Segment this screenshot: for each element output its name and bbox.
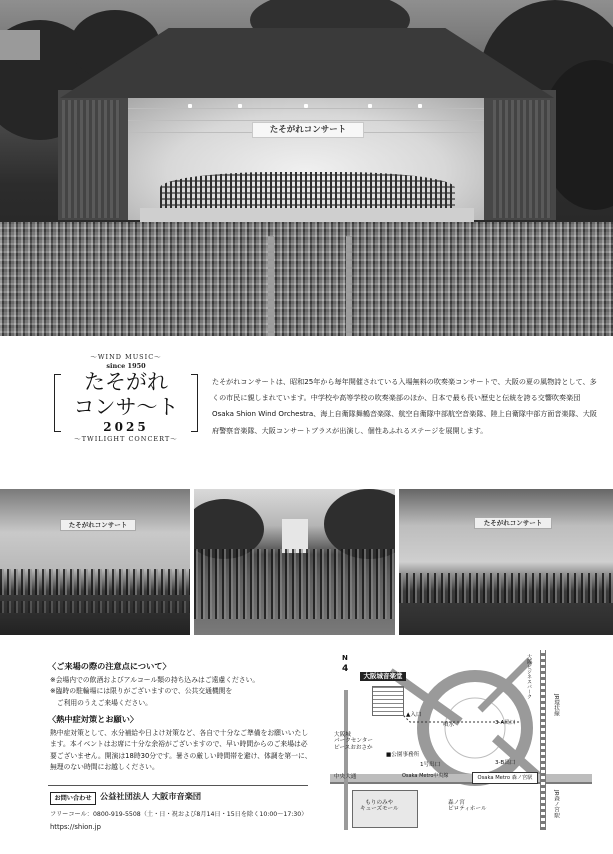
- metro-line: [330, 782, 592, 784]
- hero-photo: [0, 0, 613, 336]
- cues-mall-label: もりのみや キューズモール: [360, 800, 399, 813]
- divider: [48, 785, 308, 786]
- side-panel-right: [493, 100, 551, 218]
- contact-url[interactable]: https://shion.jp: [50, 823, 101, 831]
- orchestra: [160, 172, 455, 212]
- chuo-odori-label: 中央大通: [334, 774, 357, 780]
- stage-light: [368, 104, 372, 108]
- notice-line: ご利用のうえご来場ください。: [50, 698, 152, 707]
- logo-bracket-right: [191, 374, 198, 432]
- stage-floor: [140, 208, 474, 222]
- stage-light: [418, 104, 422, 108]
- north-mark: N: [342, 654, 348, 662]
- photo-banner: たそがれコンサート: [474, 517, 552, 529]
- piloti-hall-label: 森ノ宮 ピロティホール: [448, 800, 487, 813]
- stage-light: [304, 104, 308, 108]
- exit-3b-label: 3-B出口: [495, 760, 516, 766]
- jr-station-label: JR森ノ宮駅: [553, 790, 559, 818]
- building: [282, 519, 308, 553]
- metro-line-label: Osaka Metro中央線: [402, 773, 449, 779]
- entrance-label: ▲入口: [406, 712, 422, 718]
- park-center-label: 大阪城 パークセンター ピースおおさか: [334, 732, 373, 751]
- route-number: 4: [342, 664, 349, 674]
- shell-line: [128, 120, 484, 121]
- aisle: [268, 236, 274, 336]
- logo-top-text: 〜WIND MUSIC〜: [90, 353, 162, 361]
- photo-audience: [194, 489, 395, 635]
- aisle: [346, 236, 352, 336]
- contact-org: 公益社団法人 大阪市音楽団: [100, 791, 202, 801]
- logo-title-line1: たそがれ: [84, 370, 168, 394]
- side-panel-left: [62, 100, 120, 218]
- exit-3a-label: 3-A出口: [495, 720, 516, 726]
- venue-building: [372, 686, 404, 716]
- logo-bracket-left: [54, 374, 61, 432]
- fountain-label: 噴水: [443, 722, 455, 728]
- concert-logo: [52, 352, 200, 470]
- orchestra: [0, 601, 190, 613]
- logo-title-line2: コンサ〜ト: [73, 395, 179, 419]
- notice-heading: 〈ご来場の際の注意点について〉: [48, 661, 171, 671]
- photo-banner: たそがれコンサート: [60, 519, 136, 531]
- metro-station-label: Osaka Metro 森ノ宮駅: [472, 772, 538, 784]
- photo-stage-right: [399, 489, 613, 635]
- jr-loop-label: JR環状線: [553, 694, 559, 717]
- contact-badge: お問い合わせ: [50, 792, 96, 805]
- venue-label: 大阪城音楽堂: [360, 672, 406, 681]
- notice-text: [50, 675, 320, 709]
- exit-1-label: 1号出口: [420, 762, 441, 768]
- business-park-label: 大阪ビジネスパーク: [526, 654, 532, 699]
- intro-text: たそがれコンサートは、昭和25年から毎年開催されている入場無料の吹奏楽コンサートで、大阪の夏の風物詩として、多くの市民に親しまれています。中学校や高等学校の吹奏楽部のほか、日本で最も長い歴史と伝統を誇る交響吹奏楽団Osaka Shion Wind Orchestra、海上自衛隊舞鶴音楽隊、航空自衛隊中部航空音楽隊、陸上自衛隊中部方面音楽隊、大阪府警察音楽隊、大阪コンサートブラスが出演し、個性あふれるステージを展開します。: [212, 377, 597, 435]
- notice-line: ※会場内での飲酒およびアルコール類の持ち込みはご遠慮ください。: [50, 676, 260, 684]
- audience-crowd: [194, 549, 395, 619]
- shell-line: [128, 108, 484, 109]
- access-map: [330, 650, 592, 830]
- logo-year: 2025: [103, 420, 149, 434]
- notice-line: ※臨時の駐輪場には限りがございますので、公共交通機関を: [50, 687, 233, 696]
- orchestra: [399, 573, 613, 603]
- park-office-label: ■公園事務所: [386, 752, 420, 758]
- logo-since: since 1950: [106, 362, 146, 370]
- contact-phone: フリーコール：0800-919-5508（土・日・祝および8月14日・15日を除く10:00〜17:30）: [50, 811, 308, 818]
- jr-rail: [541, 650, 545, 830]
- building: [0, 30, 40, 60]
- stage-banner: たそがれコンサート: [252, 122, 364, 138]
- orchestra: [0, 569, 190, 595]
- audience-crowd: [0, 222, 613, 336]
- stage-light: [188, 104, 192, 108]
- photo-stage-left: [0, 489, 190, 635]
- stage-light: [238, 104, 242, 108]
- heat-text: 熱中症対策として、水分補給や日よけ対策など、各自で十分なご準備をお願いいたします。本イベントはお席に十分な余裕がございますので、早い時間からのご来場は必要ございません。開演は18時30分です。暑さの厳しい時間帯を避け、体調を第一に、無理のない時間にお越しください。: [50, 729, 312, 771]
- chuo-odori-road: [330, 774, 592, 782]
- heat-heading: 〈熱中症対策とお願い〉: [48, 714, 139, 724]
- logo-bottom-text: 〜TWILIGHT CONCERT〜: [74, 435, 178, 443]
- road: [344, 690, 348, 830]
